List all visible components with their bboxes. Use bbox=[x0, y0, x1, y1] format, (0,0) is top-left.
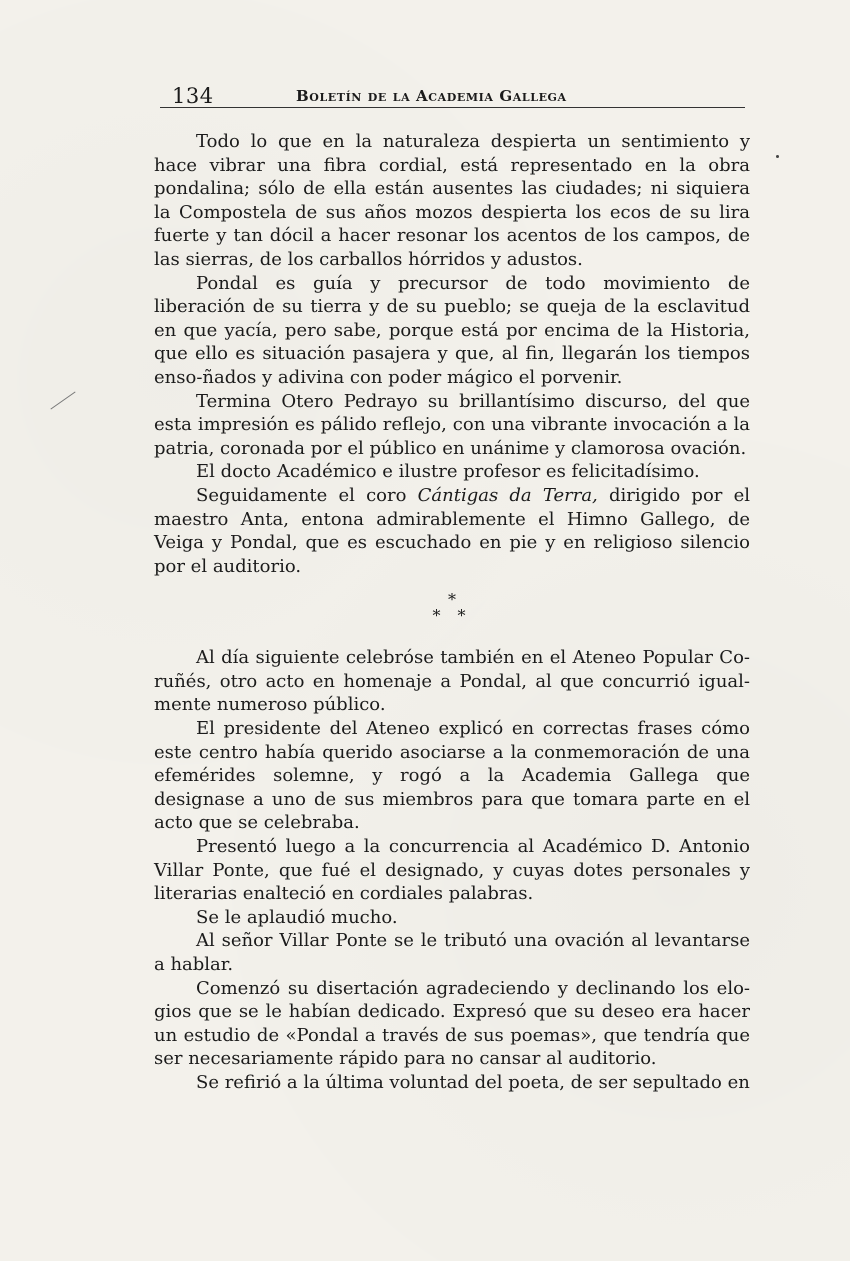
paragraph: Al día siguiente celebróse también en el Ateneo Popular Co-ruñés, otro acto en homenaje a Pondal, al que concurrió igual-mente numeroso público. bbox=[154, 647, 750, 716]
paragraph: Se refirió a la última voluntad del poeta, de ser sepultado en bbox=[196, 1071, 750, 1093]
asterism-top: * bbox=[448, 590, 462, 610]
paragraph: Termina Otero Pedrayo su brillantísimo discurso, del que esta impresión es pálido reflejo, con una vibrante invocación a la patria, coronada por el público en unánime y clamorosa ovación. bbox=[154, 390, 750, 459]
paragraph: Pondal es guía y precursor de todo movimiento de liberación de su tierra y de su pueblo; se queja de la esclavitud en que yacía, pero sabe, porque está por encima de la Historia, que ello es situación pasajera y que, al fin, llegarán los tiempos enso-ñados y adivina con poder mágico el porvenir. bbox=[154, 272, 750, 388]
paragraph: Comenzó su disertación agradeciendo y declinando los elo-gios que se le habían dedicado. Expresó que su deseo era hacer un estudio de «Pondal a través de sus poemas», que tendría que ser necesariamente rápido para no cansar al auditorio. bbox=[154, 977, 750, 1070]
paragraph: Presentó luego a la concurrencia al Académico D. Antonio Villar Ponte, que fué el designado, y cuyas dotes personales y literarias enalteció en cordiales palabras. bbox=[154, 836, 750, 905]
running-title: Boletín de la Academia Gallega bbox=[296, 87, 567, 105]
header-rule bbox=[160, 107, 745, 108]
choir-name: Cántigas da Terra, bbox=[417, 484, 598, 506]
paragraph: Al señor Villar Ponte se le tributó una ovación al levantarse a hablar. bbox=[154, 930, 750, 975]
page-header bbox=[160, 78, 750, 108]
paragraph: El presidente del Ateneo explicó en correctas frases cómo este centro había querido asociarse a la conmemoración de una efemérides solemne, y rogó a la Academia Gallega que designase a uno de sus miembros para que tomara parte en el acto que se celebraba. bbox=[154, 718, 750, 834]
choir-text-before: Seguidamente el coro bbox=[196, 484, 418, 506]
scan-mark bbox=[50, 391, 75, 409]
page-number: 134 bbox=[172, 84, 214, 108]
asterism-bottom: * * bbox=[432, 606, 472, 626]
paragraph: Todo lo que en la naturaleza despierta un sentimiento y hace vibrar una fibra cordial, está representado en la obra pondalina; sólo de ella están ausentes las ciudades; ni siquiera la Compostela de sus años mozos despierta los ecos de su lira fuerte y tan dócil a hacer resonar los acentos de los campos, de las sierras, de los carballos hórridos y adustos. bbox=[154, 131, 750, 270]
paragraph-choir bbox=[154, 484, 750, 578]
choir-text-after: dirigido por el maestro Anta, entona admirablemente el Himno Gallego, de Veiga y Pondal, que es escuchado en pie y en religioso silencio por el auditorio. bbox=[154, 484, 750, 577]
paragraph: El docto Académico e ilustre profesor es felicitadísimo. bbox=[196, 461, 700, 483]
paragraph: Se le aplaudió mucho. bbox=[196, 906, 398, 928]
scan-speck bbox=[776, 155, 779, 158]
section-asterism bbox=[154, 592, 750, 624]
body-text bbox=[154, 130, 750, 1095]
